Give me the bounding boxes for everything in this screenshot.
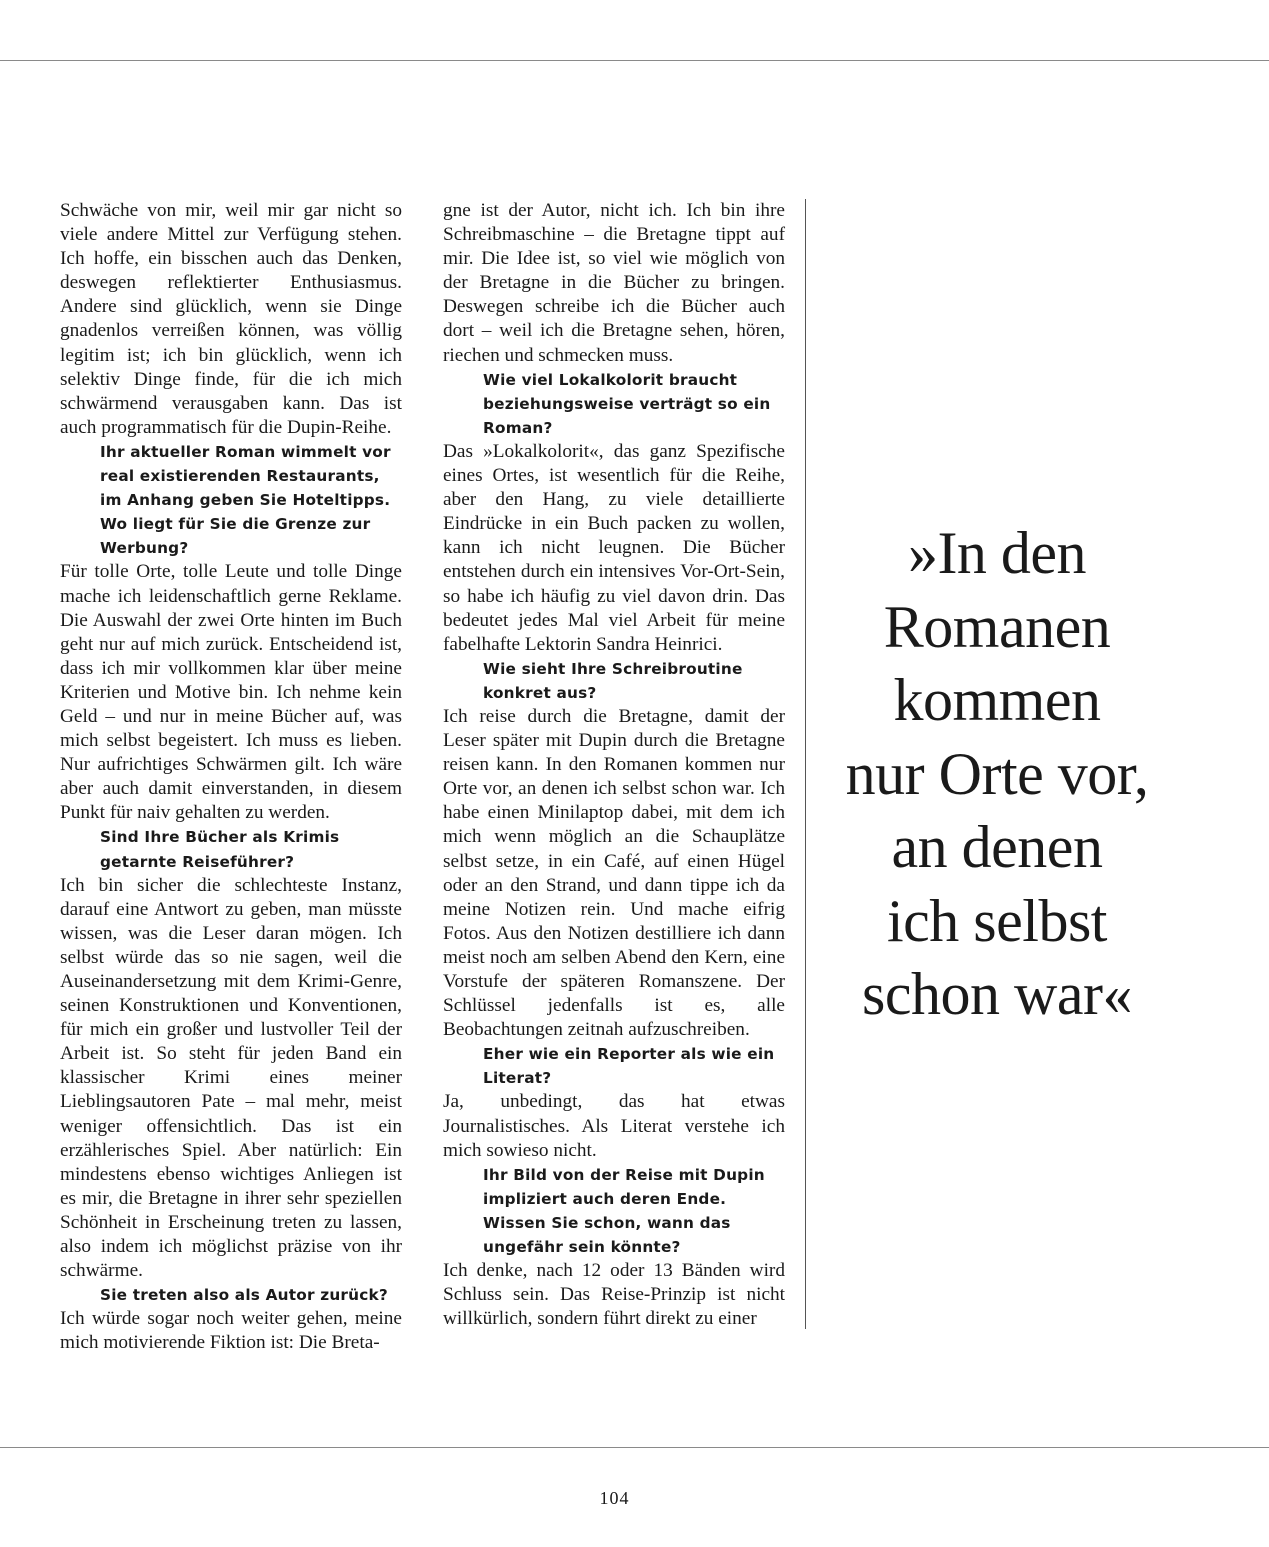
pull-quote-line: kommen xyxy=(893,667,1101,733)
pull-quote-line: nur Orte vor, xyxy=(845,740,1149,807)
answer-paragraph: Ich denke, nach 12 oder 13 Bänden wird Schluss sein. Das Reise-Prinzip ist nicht willkürlich, sondern führt direkt zu einer xyxy=(443,1260,785,1330)
page-number: 104 xyxy=(599,1488,630,1508)
interview-question: Wie viel Lokalkolorit braucht beziehungsweise verträgt so ein Roman? xyxy=(483,370,771,437)
interview-question: Wie sieht Ihre Schreibroutine konkret aus? xyxy=(483,659,743,702)
pull-quote-line: Romanen xyxy=(883,593,1111,660)
interview-question: Sie treten also als Autor zurück? xyxy=(100,1286,388,1305)
answer-paragraph: Ich würde sogar noch weiter gehen, meine mich motivierende Fiktion ist: Die Breta- xyxy=(60,1308,402,1354)
answer-paragraph: Das »Lokalkolorit«, das ganz Spezifische eines Ortes, ist wesentlich für die Reihe, aber den Hang, zu viele detaillierte Eindrücke in ein Buch packen zu wollen, kann ich nicht leugnen. Die Bücher entstehen durch ein intensives Vor-Ort-Sein, so habe ich häufig zu viel davon drin. Das bedeutet jedes Mal viel Arbeit für meine fabelhafte Lektorin Sandra Heinrici. xyxy=(443,440,785,655)
top-rule xyxy=(0,60,1269,61)
article-column-left xyxy=(60,199,402,1356)
column-divider xyxy=(805,199,806,1329)
answer-paragraph: Ich reise durch die Bretagne, damit der Leser später mit Dupin durch die Bretagne reisen kann. In den Romanen kommen nur Orte vor, an denen ich selbst schon war. Ich habe einen Minilaptop dabei, mit dem ich mich wenn möglich an die Schauplätze selbst setze, in ein Café, auf einen Hügel oder an den Strand, und dann tippe ich da meine Notizen rein. Und mache eifrig Fotos. Aus den Notizen destilliere ich dann meist noch am selben Abend den Kern, eine Vorstufe der späteren Romanszene. Der Schlüssel jedenfalls ist es, alle Beobachtungen zeitnah aufzuschreiben. xyxy=(443,705,785,1041)
answer-paragraph: Ich bin sicher die schlechteste Instanz, darauf eine Antwort zu geben, man müsste wissen, was die Leser daran mögen. Ich selbst würde das so nie sagen, weil die Auseinandersetzung mit dem Krimi-Genre, seinen Konstruktionen und Konventionen, für mich ein großer und lustvoller Teil der Arbeit ist. So steht für jeden Band ein klassischer Krimi eines meiner Lieblingsautoren Pate – mal mehr, meist weniger offensichtlich. Das ist ein erzählerisches Spiel. Aber natürlich: Ein mindestens ebenso wichtiges Anliegen ist es mir, die Bretagne in ihrer sehr speziellen Schönheit in Erscheinung treten zu lassen, also indem ich möglichst präzise von ihr schwärme. xyxy=(60,874,402,1282)
interview-question: Eher wie ein Reporter als wie ein Literat? xyxy=(483,1045,775,1088)
pull-quote-line: ich selbst xyxy=(887,887,1107,954)
pull-quote-line: an denen xyxy=(891,814,1103,880)
pull-quote xyxy=(822,517,1172,1032)
answer-paragraph: Schwäche von mir, weil mir gar nicht so viele andere Mittel zur Verfügung stehen. Ich hoffe, ein bisschen auch das Denken, deswegen reflektierter Enthusiasmus. Andere sind glücklich, wenn sie Dinge gnadenlos verreißen können, was völlig legitim ist; ich bin glücklich, wenn ich selektiv Dinge finde, für die ich mich schwärmend verausgaben kann. Das ist auch programmatisch für die Dupin-Reihe. xyxy=(60,200,402,438)
interview-question: Sind Ihre Bücher als Krimis getarnte Reiseführer? xyxy=(100,828,340,871)
pull-quote-line: »In den xyxy=(907,520,1087,586)
interview-question: Ihr aktueller Roman wimmelt vor real existierenden Restaurants, im Anhang geben Sie Hoteltipps. Wo liegt für Sie die Grenze zur Werbung? xyxy=(100,442,391,558)
answer-paragraph: Ja, unbedingt, das hat etwas Journalistisches. Als Literat verstehe ich mich sowieso nicht. xyxy=(443,1091,785,1161)
article-column-middle xyxy=(443,199,785,1331)
answer-paragraph: Für tolle Orte, tolle Leute und tolle Dinge mache ich leidenschaftlich gerne Reklame. Die Auswahl der zwei Orte hinten im Buch geht nur auf mich zurück. Entscheidend ist, dass ich mir vollkommen klar über meine Kriterien und Motive bin. Ich nehme kein Geld – und nur in meine Bücher auf, was mich selbst begeistert. Ich muss es lieben. Nur aufrichtiges Schwärmen gilt. Ich wäre aber auch damit einverstanden, in diesem Punkt für naiv gehalten zu werden. xyxy=(60,561,402,824)
pull-quote-line: schon war« xyxy=(862,961,1132,1027)
bottom-rule xyxy=(0,1447,1269,1448)
interview-question: Ihr Bild von der Reise mit Dupin impliziert auch deren Ende. Wissen Sie schon, wann das ungefähr sein könnte? xyxy=(483,1165,765,1257)
answer-paragraph: gne ist der Autor, nicht ich. Ich bin ihre Schreibmaschine – die Bretagne tippt auf mir. Die Idee ist, so viel wie möglich von der Bretagne in die Bücher zu bringen. Deswegen schreibe ich die Bücher auch dort – weil ich die Bretagne sehen, hören, riechen und schmecken muss. xyxy=(443,200,785,366)
